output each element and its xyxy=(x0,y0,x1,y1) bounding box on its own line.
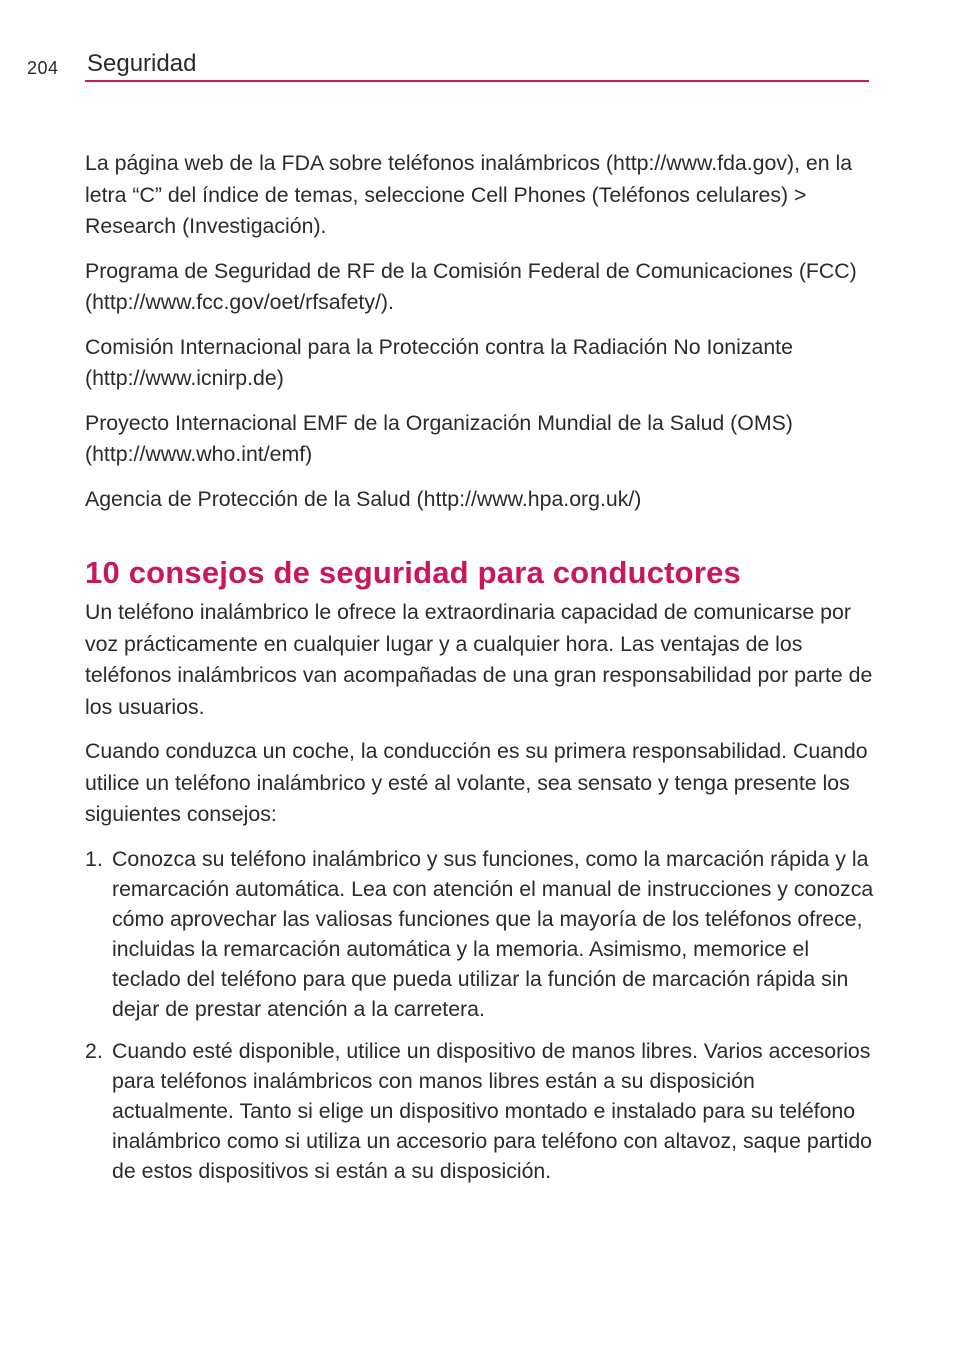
section-name: Seguridad xyxy=(87,50,197,77)
tip-item xyxy=(85,844,875,1024)
page-number: 204 xyxy=(27,58,59,78)
resource-fcc: Programa de Seguridad de RF de la Comisión Federal de Comunicaciones (FCC) (http://www.fcc.gov/oet/rfsafety/). xyxy=(85,258,857,314)
header-divider xyxy=(85,80,869,82)
resource-fda: La página web de la FDA sobre teléfonos inalámbricos (http://www.fda.gov), en la letra “C” del índice de temas, seleccione Cell Phones (Teléfonos celulares) > Research (Investigación). xyxy=(85,151,853,238)
page-header xyxy=(0,0,954,84)
resource-icnirp: Comisión Internacional para la Protección contra la Radiación No Ionizante (http://www.icnirp.de) xyxy=(85,334,793,390)
page-content xyxy=(85,148,875,1198)
tips-list xyxy=(85,844,875,1186)
intro-paragraph: Un teléfono inalámbrico le ofrece la extraordinaria capacidad de comunicarse por voz prácticamente en cualquier lugar y a cualquier hora. Las ventajas de los teléfonos inalámbricos van acompañadas de una gran responsabilidad por parte de los usuarios. xyxy=(85,600,873,719)
section-heading: 10 consejos de seguridad para conductores xyxy=(85,555,741,590)
tip-text: Conozca su teléfono inalámbrico y sus funciones, como la marcación rápida y la remarcación automática. Lea con atención el manual de instrucciones y conozca cómo aprovechar las valiosas funciones que la mayoría de los teléfonos ofrece, incluidas la remarcación automática y la memoria. Asimismo, memorice el teclado del teléfono para que pueda utilizar la función de marcación rápida sin dejar de prestar atención a la carretera. xyxy=(112,846,874,1021)
tip-text: Cuando esté disponible, utilice un dispositivo de manos libres. Varios accesorios para teléfonos inalámbricos con manos libres están a su disposición actualmente. Tanto si elige un dispositivo montado e instalado para su teléfono inalámbrico como si utiliza un accesorio para teléfono con altavoz, saque partido de estos dispositivos si están a su disposición. xyxy=(112,1038,873,1183)
tip-number: 2. xyxy=(85,1038,103,1063)
tip-item xyxy=(85,1036,875,1186)
resource-hpa: Agencia de Protección de la Salud (http://www.hpa.org.uk/) xyxy=(85,486,642,511)
intro-paragraph: Cuando conduzca un coche, la conducción es su primera responsabilidad. Cuando utilice un teléfono inalámbrico y esté al volante, sea sensato y tenga presente los siguientes consejos: xyxy=(85,739,868,826)
tip-number: 1. xyxy=(85,846,103,871)
resource-who: Proyecto Internacional EMF de la Organización Mundial de la Salud (OMS) (http://www.who.int/emf) xyxy=(85,410,793,466)
